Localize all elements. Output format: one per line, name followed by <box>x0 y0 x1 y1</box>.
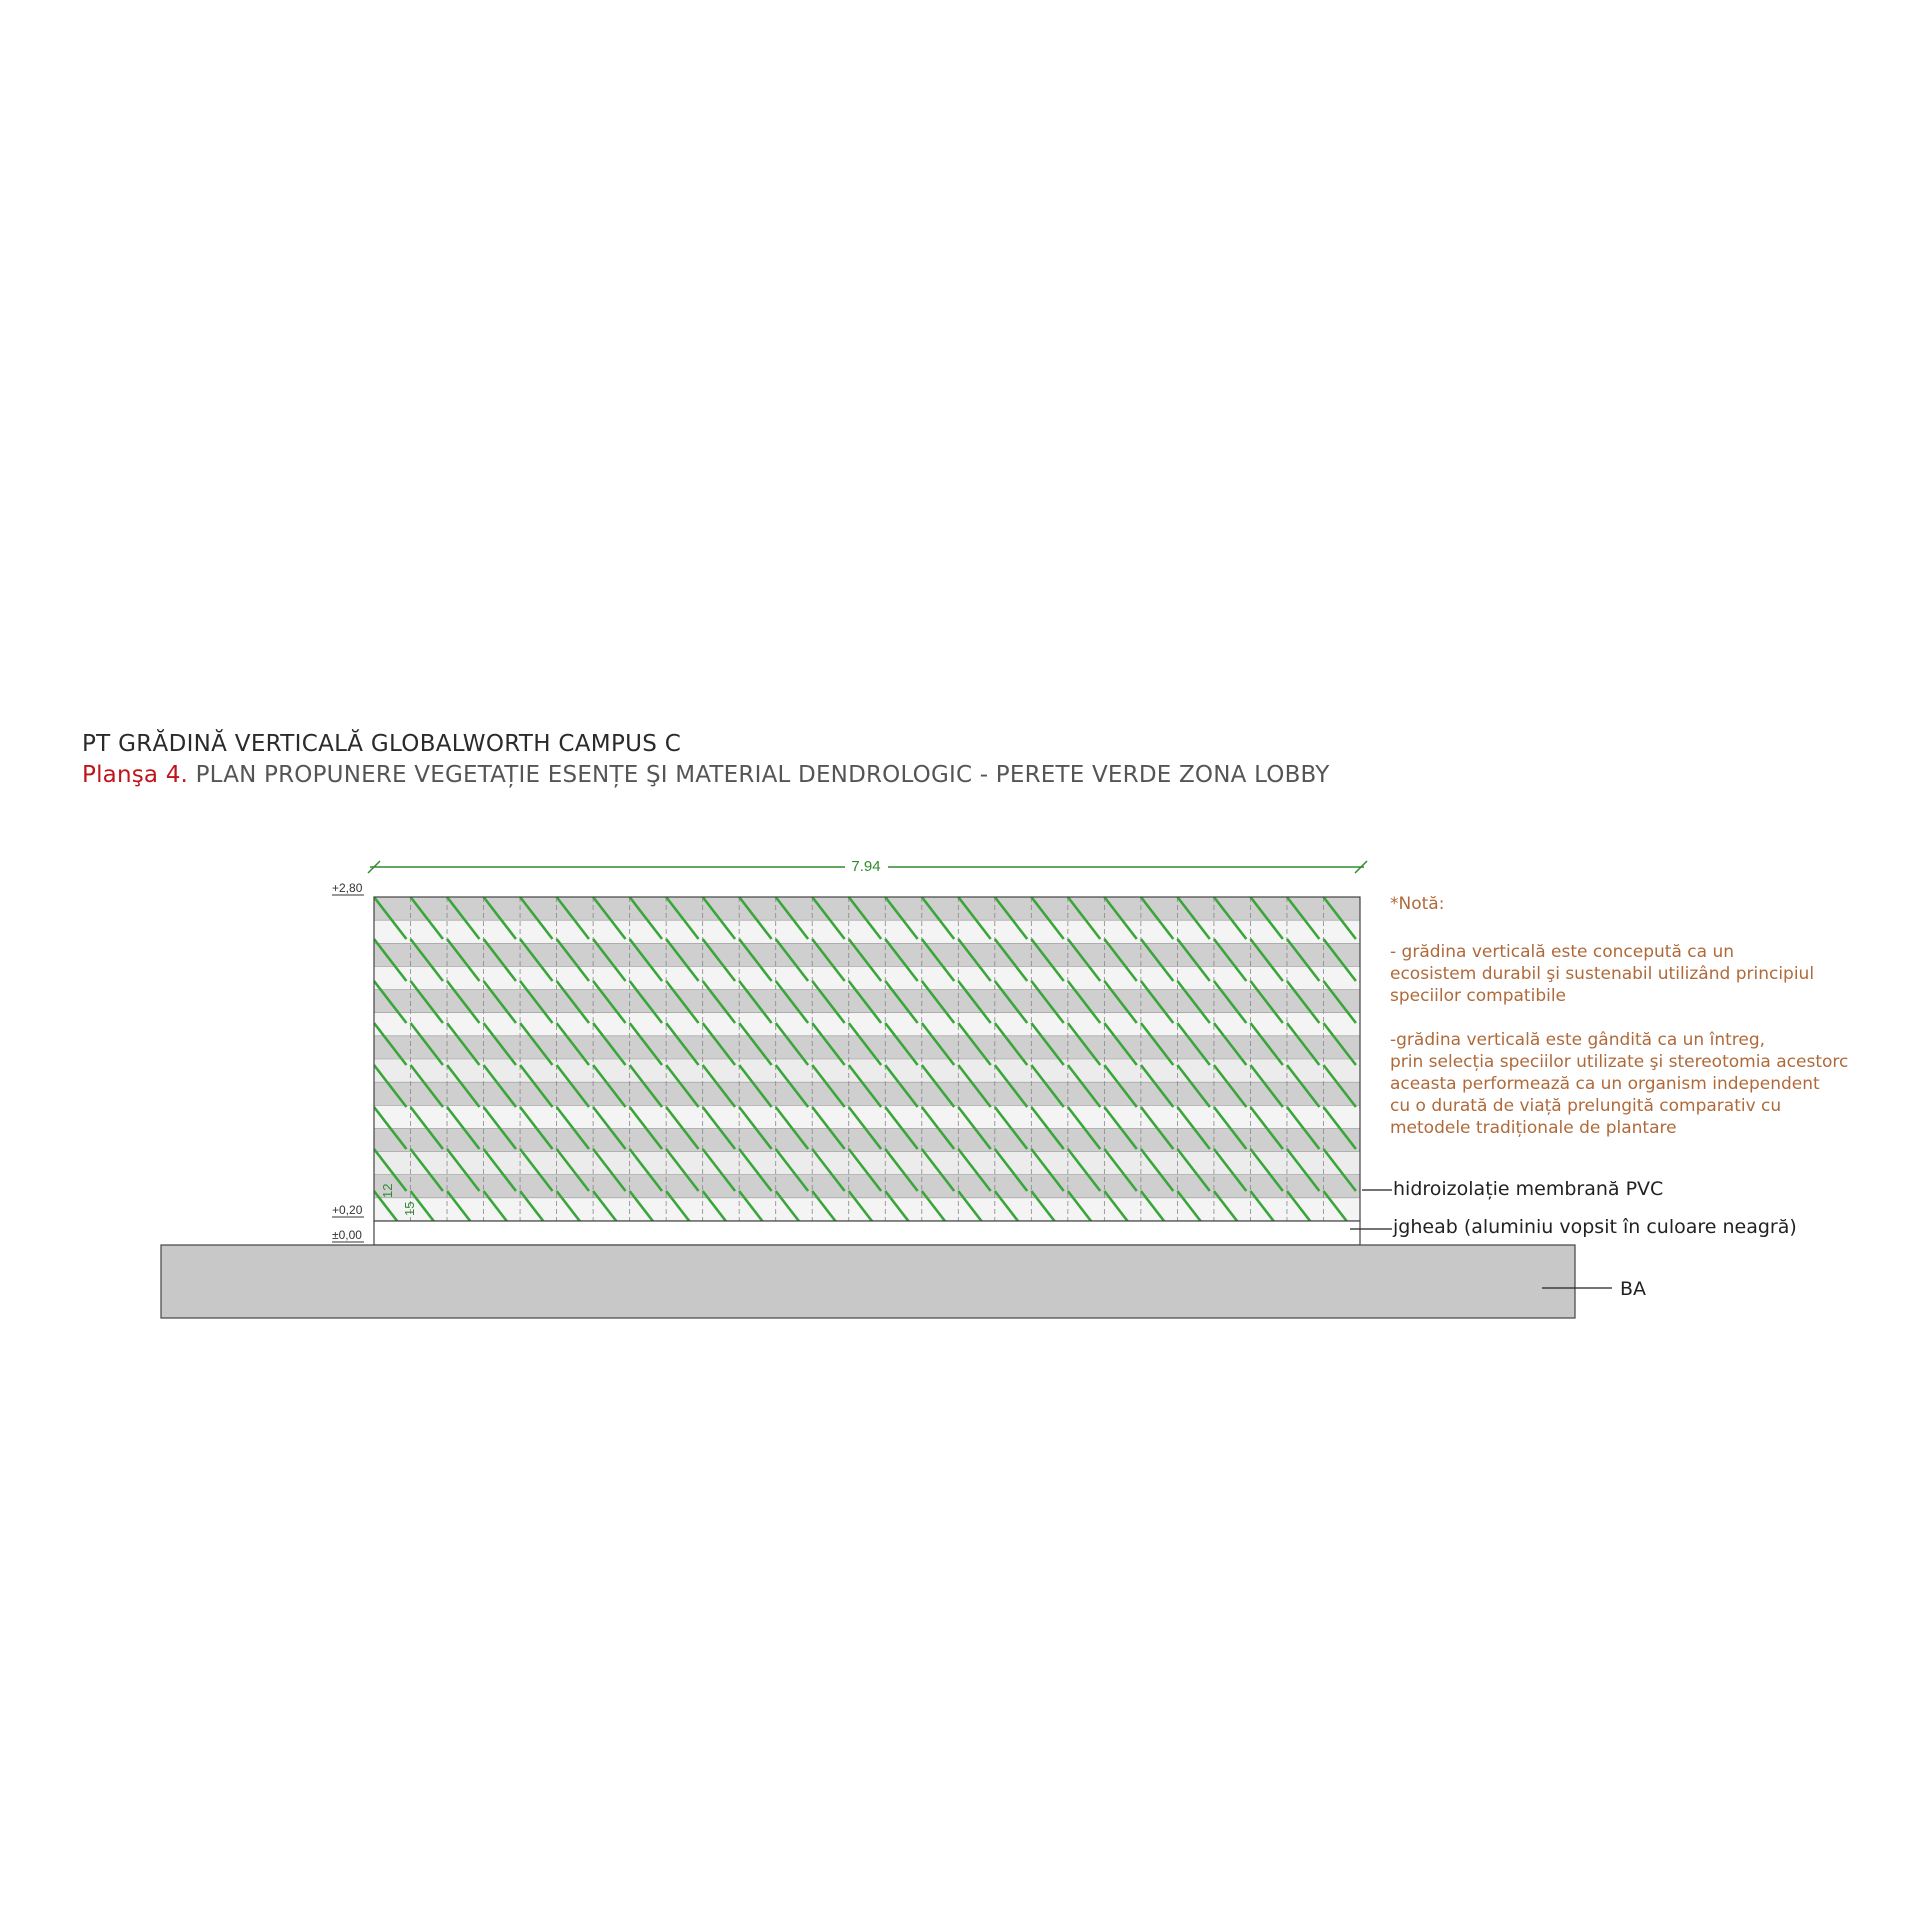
planting-hatch-stroke <box>1360 1023 1392 1065</box>
note-paragraph-1: - grădina verticală este concepută ca un ecosistem durabil şi sustenabil utilizând principiul speciilor compatibile <box>1390 942 1815 1006</box>
panel-row-14 <box>374 1198 1360 1221</box>
callout-gutter: jgheab (aluminiu vopsit în culoare neagră) <box>1393 1216 1797 1238</box>
planting-hatch-stroke <box>1360 939 1392 981</box>
planting-hatch-stroke <box>703 855 735 897</box>
small-dimension-b: 15 <box>402 1201 417 1216</box>
callout-membrane: hidroizolație membrană PVC <box>1393 1178 1664 1200</box>
level-labels <box>332 881 364 1242</box>
level-top-label: +2,80 <box>332 881 363 895</box>
planting-hatch-stroke <box>1360 1065 1392 1107</box>
panel-row-9 <box>374 1082 1360 1105</box>
planting-hatch-stroke <box>776 855 808 897</box>
width-dimension <box>368 858 1367 875</box>
planting-hatch-stroke <box>1323 855 1355 897</box>
planting-hatch-stroke <box>337 939 369 981</box>
planting-hatch-stroke <box>337 1023 369 1065</box>
width-dimension-label: 7.94 <box>851 858 881 875</box>
planting-hatch-stroke <box>1177 855 1209 897</box>
planting-hatch-stroke <box>337 1065 369 1107</box>
planting-hatch-stroke <box>520 855 552 897</box>
panel-row-4 <box>374 966 1360 989</box>
planting-hatch-stroke <box>995 855 1027 897</box>
planting-hatch-stroke <box>1397 855 1429 897</box>
planting-hatch-stroke <box>812 855 844 897</box>
planting-hatch-stroke <box>484 855 516 897</box>
gutter-body <box>374 1221 1360 1245</box>
planting-hatch-stroke <box>739 855 771 897</box>
planting-hatch-stroke <box>1360 1107 1392 1149</box>
note-block <box>1390 893 1890 1161</box>
planting-hatch-stroke <box>1360 897 1392 939</box>
planting-hatch-stroke <box>1104 855 1136 897</box>
planting-hatch-stroke <box>1068 855 1100 897</box>
planting-hatch-stroke <box>337 1149 369 1191</box>
note-heading: *Notă: <box>1390 894 1445 914</box>
sheet-description: PLAN PROPUNERE VEGETAȚIE ESENȚE ŞI MATERIAL DENDROLOGIC - PERETE VERDE ZONA LOBBY <box>195 762 1330 788</box>
gutter <box>374 1221 1360 1245</box>
level-base-label: ±0,00 <box>332 1228 362 1242</box>
planting-hatch-stroke <box>630 855 662 897</box>
slab-body <box>161 1245 1575 1318</box>
planting-hatch-stroke <box>922 855 954 897</box>
planting-hatch-stroke <box>1141 855 1173 897</box>
planting-hatch-stroke <box>885 855 917 897</box>
planting-hatch-stroke <box>1287 855 1319 897</box>
level-mid-label: +0,20 <box>332 1203 363 1217</box>
panel-row-5 <box>374 990 1360 1013</box>
concrete-slab <box>161 1245 1575 1318</box>
planting-hatch-stroke <box>1360 855 1392 897</box>
planting-hatch-stroke <box>411 855 443 897</box>
planting-hatch-stroke <box>958 855 990 897</box>
note-paragraph-2: -grădina verticală este gândită ca un întreg, prin selecția speciilor utilizate şi stereotomia acestorc aceasta performează ca un organism independent cu o durată de viață prelungită comparativ cu metodele tradiționale de plantare <box>1390 1030 1849 1138</box>
callout-slab: BA <box>1620 1278 1647 1300</box>
sheet-number: Planşa 4. <box>82 762 189 788</box>
planting-hatch-stroke <box>1360 981 1392 1023</box>
planting-hatch-stroke <box>557 855 589 897</box>
panel-row-8 <box>374 1059 1360 1082</box>
planting-hatch-stroke <box>337 1107 369 1149</box>
planting-hatch-stroke <box>1031 855 1063 897</box>
planting-hatch-stroke <box>1360 1191 1392 1233</box>
small-dimension-a: 12 <box>380 1183 395 1198</box>
drawing-title: PT GRĂDINĂ VERTICALĂ GLOBALWORTH CAMPUS C <box>82 731 682 757</box>
green-wall-panel <box>337 855 1428 1275</box>
planting-hatch-stroke <box>1250 855 1282 897</box>
planting-hatch-stroke <box>1360 1149 1392 1191</box>
planting-hatch-stroke <box>666 855 698 897</box>
planting-hatch-stroke <box>447 855 479 897</box>
planting-hatch-stroke <box>337 897 369 939</box>
planting-hatch-stroke <box>593 855 625 897</box>
planting-hatch-stroke <box>337 981 369 1023</box>
planting-hatch-stroke <box>1214 855 1246 897</box>
